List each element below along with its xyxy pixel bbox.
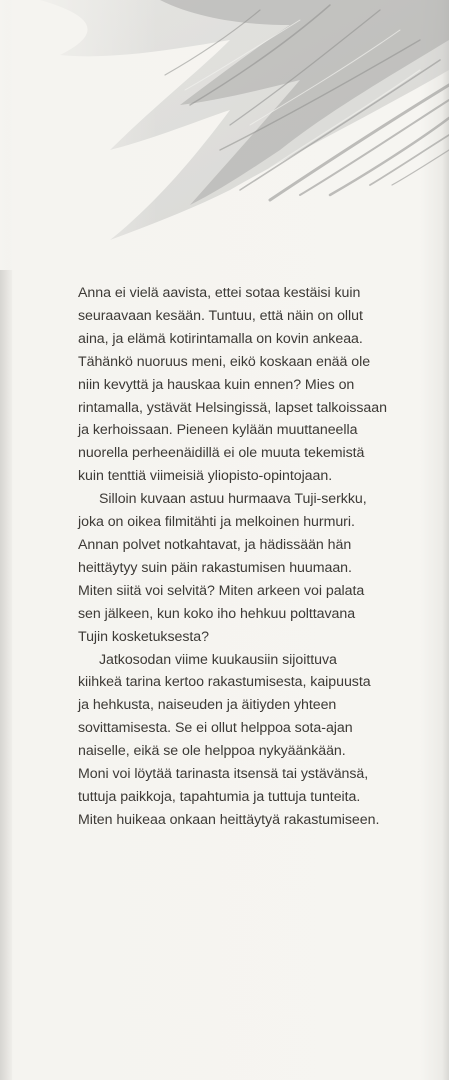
text-line: aina, ja elämä kotirintamalla on kovin ankeaa. bbox=[78, 330, 363, 347]
text-line: Miten siitä voi selvitä? Miten arkeen voi palata bbox=[78, 582, 365, 599]
paragraph-3 bbox=[78, 649, 436, 832]
text-line: Silloin kuvaan astuu hurmaava Tuji-serkku, bbox=[99, 491, 367, 508]
text-line: Miten huikeaa onkaan heittäytyä rakastumiseen. bbox=[78, 811, 380, 828]
text-line: Annan polvet notkahtavat, ja hädissään hän bbox=[78, 536, 352, 553]
text-line: nuorella perheenäidillä ei ole muuta tekemistä bbox=[78, 445, 365, 462]
text-line: Tujin kosketuksesta? bbox=[78, 628, 209, 645]
text-line: rintamalla, ystävät Helsingissä, lapset talkoissaan bbox=[78, 399, 387, 416]
text-line: Anna ei vielä aavista, ettei sotaa kestäisi kuin bbox=[78, 285, 361, 301]
brush-stroke-illustration bbox=[0, 0, 449, 270]
text-line: tuttuja paikkoja, tapahtumia ja tuttuja tunteita. bbox=[78, 788, 361, 805]
paragraph-2 bbox=[78, 488, 436, 648]
text-line: naiselle, eikä se ole helppoa nykyäänkään. bbox=[78, 743, 346, 760]
text-line: sovittamisesta. Se ei ollut helppoa sota-ajan bbox=[78, 720, 353, 737]
text-line: ja hehkusta, naiseuden ja äitiyden yhteen bbox=[78, 697, 337, 714]
text-line: heittäytyy suin päin rakastumisen huumaan. bbox=[78, 559, 352, 576]
paragraph-1 bbox=[78, 282, 436, 488]
text-line: sen jälkeen, kun koko iho hehkuu polttavana bbox=[78, 605, 356, 622]
text-line: niin kevyttä ja hauskaa kuin ennen? Mies on bbox=[78, 376, 355, 393]
text-line: Tähänkö nuoruus meni, eikö koskaan enää ole bbox=[78, 353, 371, 370]
text-line: kiihkeä tarina kertoo rakastumisesta, kaipuusta bbox=[78, 674, 371, 691]
text-line: Jatkosodan viime kuukausiin sijoittuva bbox=[99, 651, 337, 668]
back-cover-blurb bbox=[78, 282, 436, 832]
text-line: seuraavaan kesään. Tuntuu, että näin on ollut bbox=[78, 307, 363, 324]
text-line: kuin tenttiä viimeisiä yliopisto-opintojaan. bbox=[78, 468, 333, 485]
text-line: ja kerhoissaan. Pieneen kylään muuttaneella bbox=[78, 422, 358, 439]
text-line: joka on oikea filmitähti ja melkoinen hurmuri. bbox=[78, 514, 355, 531]
text-line: Moni voi löytää tarinasta itsensä tai ystävänsä, bbox=[78, 766, 369, 783]
